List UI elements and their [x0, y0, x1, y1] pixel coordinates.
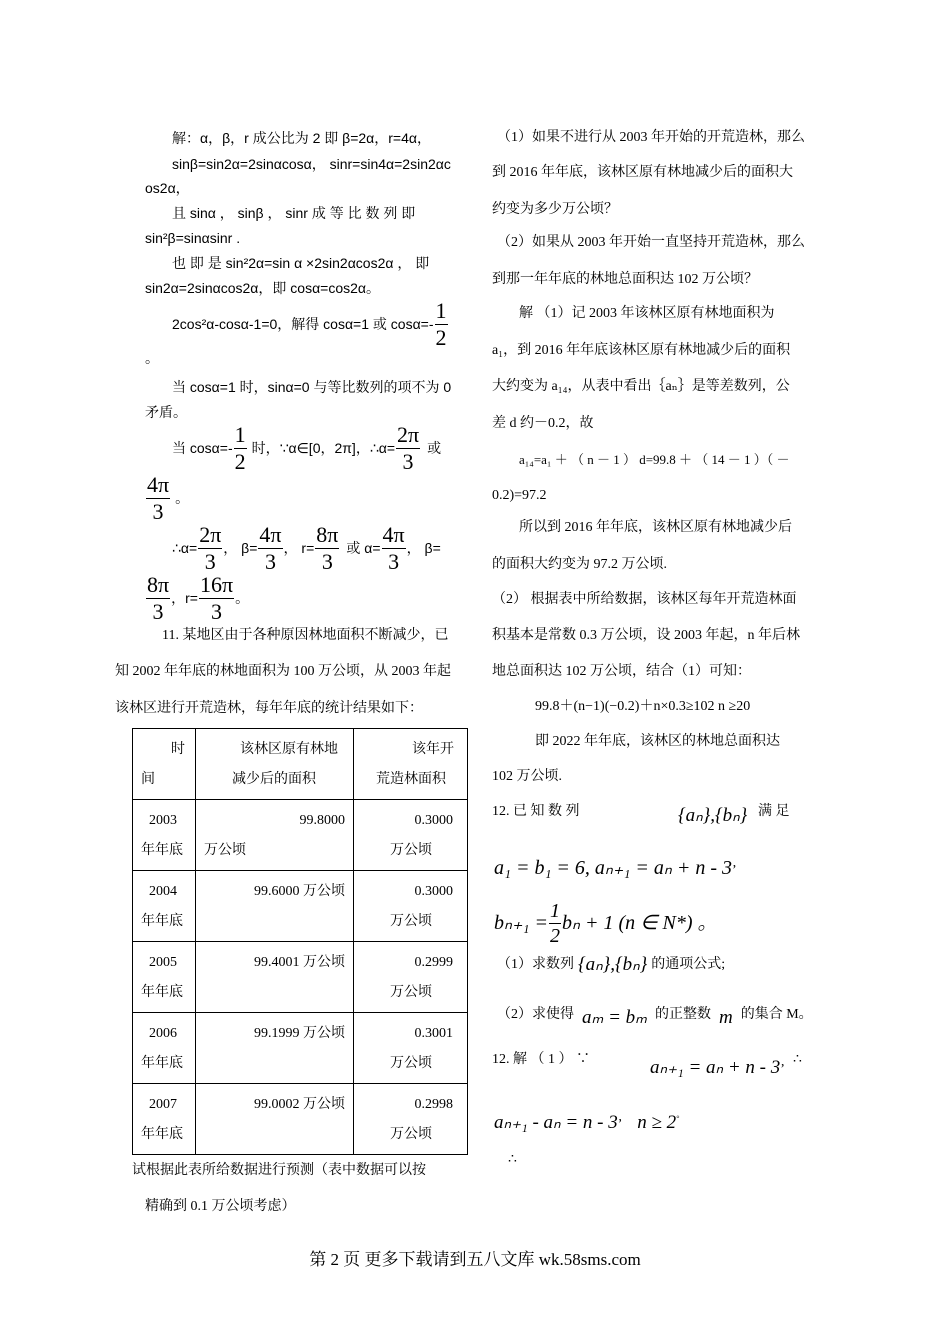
table-cell: 99.1999 万公顷 — [196, 1013, 354, 1084]
equation: a₁ = b₁ = 6, aₙ₊₁ = aₙ + n - 3’ — [494, 857, 737, 879]
text-line: 12. 已 知 数 列 — [492, 804, 580, 819]
text-line: $\frac{4\pi}{3}$ 。 — [147, 471, 190, 524]
text-line: 矛盾。 — [145, 404, 187, 420]
equation: aₙ₊₁ - aₙ = n - 3’ n ≥ 2◦ — [494, 1112, 680, 1133]
sequence-notation: {aₙ},{bₙ} — [678, 805, 748, 826]
table-cell: 2003 年年底 — [133, 800, 196, 871]
text-line: 该林区进行开荒造林，每年年底的统计结果如下： — [115, 701, 423, 716]
table-cell: 0.3000 万公顷 — [354, 871, 468, 942]
fraction: $\frac{16\pi}{3}$ — [199, 571, 234, 624]
fraction: $\frac{1}{2}$ — [234, 421, 246, 474]
text-line: 12. 解 （ 1 ） ∵ — [492, 1052, 590, 1067]
text-line: sin2α=2sinαcos2α，即 cosα=cos2α。 — [145, 280, 381, 296]
text-line: 满 足 — [758, 804, 790, 819]
text-line: ∴α= $\frac{2\pi}{3}$ ， β= $\frac{4\pi}{3}$ ， r= $\frac{8\pi}{3}$ 或 α= $\frac{4\pi}{3}$ ， β= — [172, 521, 441, 574]
fraction: $\frac{4\pi}{3}$ — [382, 521, 405, 574]
table-cell: 0.2999 万公顷 — [354, 942, 468, 1013]
text-line: 地总面积达 102 万公顷，结合（1）可知： — [492, 664, 751, 679]
text-line: （2）如果从 2003 年开始一直坚持开荒造林，那么 — [497, 235, 805, 250]
text-line: 差 d 约－0.2，故 — [492, 416, 594, 431]
text-line: 的面积大约变为 97.2 万公顷. — [492, 557, 667, 572]
table-cell: 99.8000 万公顷 — [196, 800, 354, 871]
text-line: （1）如果不进行从 2003 年开始的开荒造林，那么 — [497, 130, 805, 145]
text-line: os2α， — [145, 180, 190, 196]
table-row — [133, 729, 468, 800]
text-line: 解：α，β，r 成公比为 2 即 β=2α，r=4α， — [172, 130, 431, 146]
fraction: $\frac{2\pi}{3}$ — [199, 521, 222, 574]
text-line: 0.2)=97.2 — [492, 488, 547, 503]
table-row — [133, 800, 468, 871]
fraction: $\frac{4\pi}{3}$ — [259, 521, 282, 574]
table-row — [133, 1084, 468, 1155]
forest-area-table — [132, 728, 468, 1155]
text-line: 所以到 2016 年年底，该林区原有林地减少后 — [519, 520, 792, 535]
text-line: 约变为多少万公顷？ — [492, 202, 618, 217]
text-line: sinβ=sin2α=2sinαcosα， sinr=sin4α=2sin2αc — [172, 156, 451, 172]
equation: aₙ₊₁ = aₙ + n - 3’ — [650, 1057, 785, 1078]
text-line: a₁，到 2016 年年底该林区原有林地减少后的面积 — [492, 343, 791, 358]
text-line: 。 — [145, 352, 159, 367]
text-line — [172, 297, 449, 350]
table-cell: 2007 年年底 — [133, 1084, 196, 1155]
text-line: 试根据此表所给数据进行预测（表中数据可以按 — [132, 1163, 426, 1178]
fraction: $\frac{8\pi}{3}$ — [147, 571, 170, 624]
text-line: a₁₄=a₁ ＋ （ n － 1 ） d=99.8 ＋ （ 14 － 1 ）（ － — [519, 452, 790, 467]
fraction: $\frac{1}{2}$ — [549, 899, 560, 947]
table-cell: 0.3000 万公顷 — [354, 800, 468, 871]
equation-text: 2cos²α-cosα-1=0，解得 cosα=1 或 cosα=- — [172, 316, 434, 332]
table-cell: 2004 年年底 — [133, 871, 196, 942]
equation: bₙ₊₁ = $\frac{1}{2}$ bₙ + 1 (n ∈ N*) 。 — [494, 899, 718, 947]
text-line: 解 （1）记 2003 年该林区原有林地面积为 — [519, 306, 775, 321]
text-line: sin²β=sinαsinr . — [145, 230, 241, 246]
table-row — [133, 942, 468, 1013]
text-line: 精确到 0.1 万公顷考虑） — [145, 1199, 296, 1214]
text-line: （2）求使得 aₘ = bₘ 的正整数 m 的集合 M。 — [497, 1007, 813, 1028]
page-footer: 第 2 页 更多下载请到五八文库 wk.58sms.com — [309, 1250, 641, 1269]
text-line: 积基本是常数 0.3 万公顷，设 2003 年起，n 年后林 — [492, 628, 800, 643]
text-line: 到 2016 年年底，该林区原有林地减少后的面积大 — [492, 165, 793, 180]
text-line: ∴ — [508, 1152, 517, 1167]
table-cell: 99.0002 万公顷 — [196, 1084, 354, 1155]
text-line: $\frac{8\pi}{3}$ ，r= $\frac{16\pi}{3}$ 。 — [147, 571, 250, 624]
table-row — [133, 871, 468, 942]
fraction: $\frac{8\pi}{3}$ — [316, 521, 339, 574]
table-cell: 2006 年年底 — [133, 1013, 196, 1084]
fraction: $\frac{2\pi}{3}$ — [397, 421, 420, 474]
text-line: （1）求数列 {aₙ},{bₙ} 的通项公式; — [497, 954, 726, 975]
text-line: 且 sinα ， sinβ ， sinr 成 等 比 数 列 即 — [172, 205, 416, 221]
text-line: 102 万公顷. — [492, 769, 562, 784]
table-cell: 99.6000 万公顷 — [196, 871, 354, 942]
text-line: 即 2022 年年底，该林区的林地总面积达 — [535, 734, 780, 749]
text-line: （2） 根据表中所给数据，该林区每年开荒造林面 — [492, 592, 797, 607]
text-line: 知 2002 年年底的林地面积为 100 万公顷，从 2003 年起 — [115, 664, 451, 679]
table-cell: 99.4001 万公顷 — [196, 942, 354, 1013]
text-line: 也 即 是 sin²2α=sin α ×2sin2αcos2α ， 即 — [172, 255, 430, 271]
fraction: $\frac{1}{2}$ — [435, 297, 447, 350]
text-line: 99.8＋(n−1)(−0.2)＋n×0.3≥102 n ≥20 — [535, 699, 751, 714]
text-line: 当 cosα=1 时，sinα=0 与等比数列的项不为 0 — [172, 379, 452, 395]
fraction: $\frac{4\pi}{3}$ — [147, 471, 170, 524]
table-cell: 2005 年年底 — [133, 942, 196, 1013]
text-line: 大约变为 a₁₄，从表中看出｛aₙ｝是等差数列，公 — [492, 379, 790, 394]
text-line: 当 cosα=- $\frac{1}{2}$ 时，∵α∈[0，2π]，∴α= $\frac{2\pi}{3}$ 或 — [172, 421, 442, 474]
table-header-cell: 该年开 荒造林面积 — [354, 729, 468, 800]
table-cell: 0.3001 万公顷 — [354, 1013, 468, 1084]
table-header-cell: 时 间 — [133, 729, 196, 800]
text-line: ∴ — [793, 1052, 802, 1067]
table-header-cell: 该林区原有林地 减少后的面积 — [196, 729, 354, 800]
table-cell: 0.2998 万公顷 — [354, 1084, 468, 1155]
text-line: 11. 某地区由于各种原因林地面积不断减少，已 — [162, 628, 449, 643]
table-row — [133, 1013, 468, 1084]
text-line: 到那一年年底的林地总面积达 102 万公顷？ — [492, 272, 758, 287]
